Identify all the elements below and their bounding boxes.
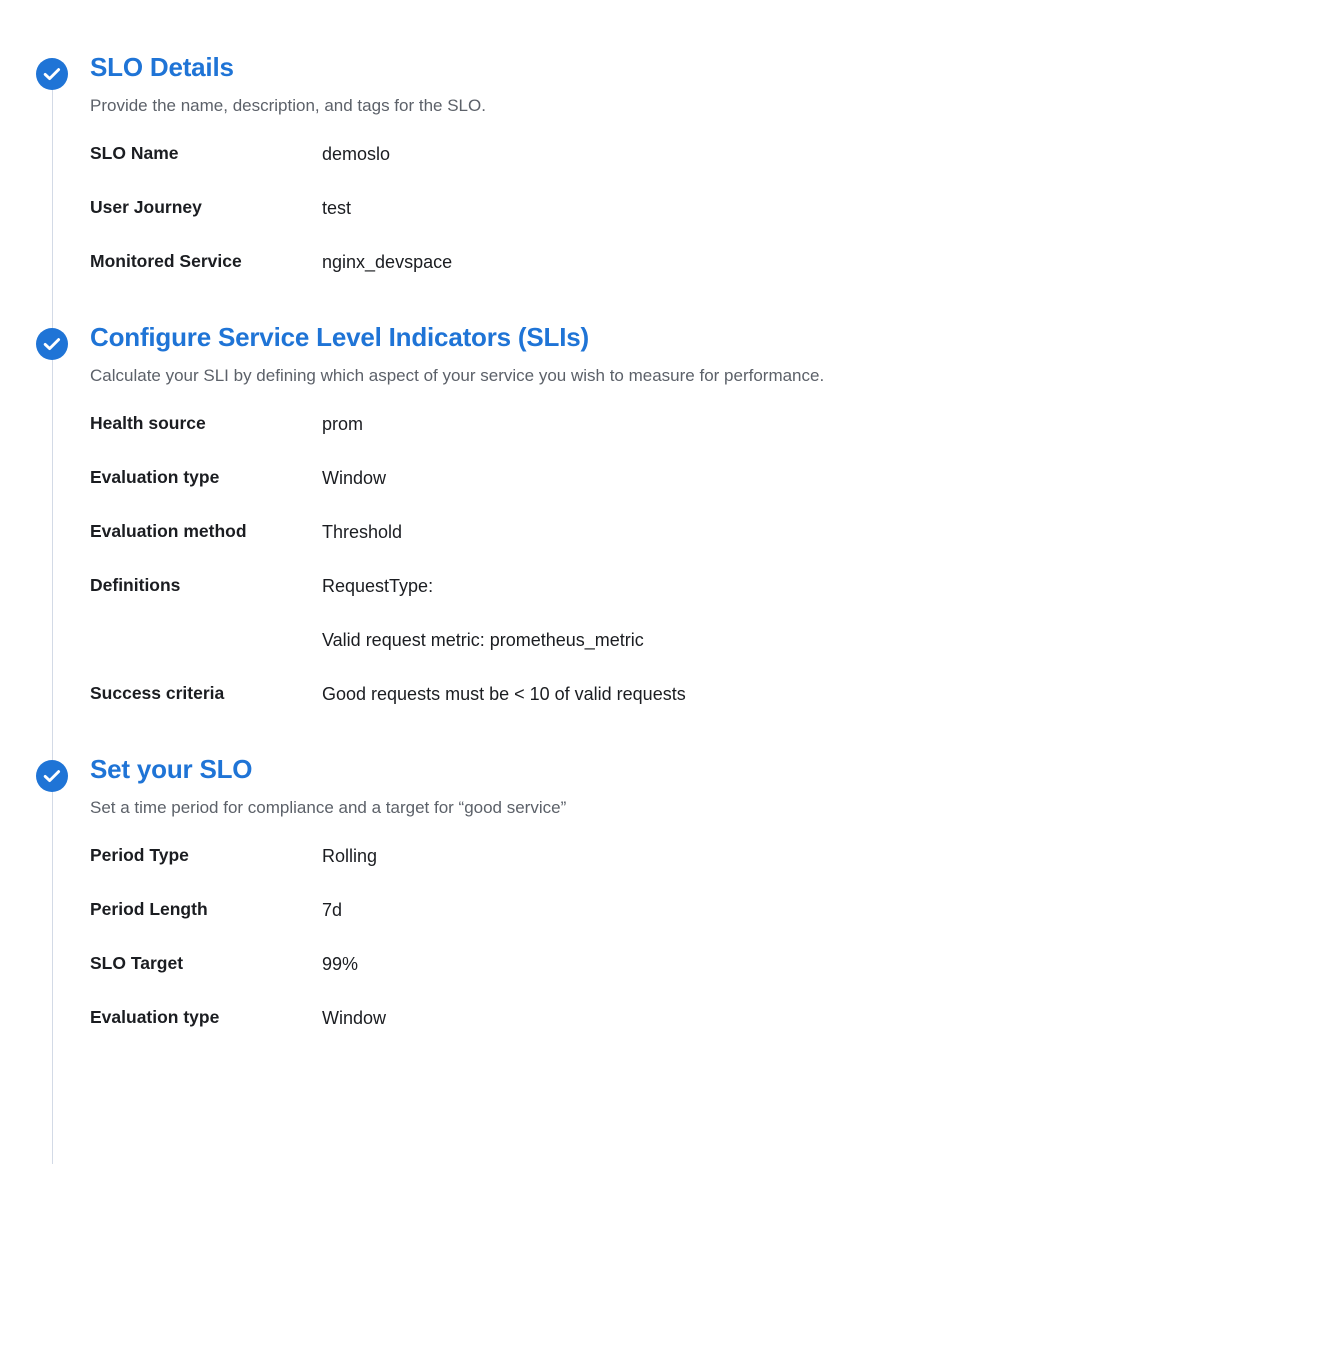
field-value-line: Window <box>322 468 387 488</box>
field-row <box>90 572 1332 654</box>
field-value <box>322 464 386 492</box>
field-row <box>90 194 1332 222</box>
field-value-line: RequestType: <box>322 576 434 596</box>
field-value <box>322 140 390 168</box>
step-title: Set your SLO <box>90 754 253 784</box>
field-label: Evaluation type <box>90 1007 220 1027</box>
field-label: Evaluation method <box>90 521 247 541</box>
field-value-line: Valid request metric: prometheus_metric <box>322 630 644 650</box>
field-label: SLO Name <box>90 143 179 163</box>
spacer <box>90 716 1332 742</box>
field-value <box>322 842 377 870</box>
field-value <box>322 896 342 924</box>
field-row <box>90 896 1332 924</box>
step-subtitle: Calculate your SLI by defining which aspect of your service you wish to measure for performance. <box>90 366 825 385</box>
field-label: Period Type <box>90 845 189 865</box>
check-circle-icon <box>36 328 68 360</box>
field-label: Period Length <box>90 899 208 919</box>
field-value-line: nginx_devspace <box>322 252 453 272</box>
field-label: User Journey <box>90 197 202 217</box>
field-value <box>322 518 402 546</box>
field-row <box>90 842 1332 870</box>
field-row <box>90 248 1332 276</box>
field-label: Definitions <box>90 575 181 595</box>
field-row <box>90 518 1332 546</box>
field-value-line: Good requests must be < 10 of valid requests <box>322 684 686 704</box>
field-value-line: Rolling <box>322 846 378 866</box>
field-row <box>90 410 1332 438</box>
field-list <box>90 410 1332 708</box>
step-subtitle: Set a time period for compliance and a target for “good service” <box>90 798 567 817</box>
check-circle-icon <box>36 58 68 90</box>
step-subtitle: Provide the name, description, and tags for the SLO. <box>90 96 486 115</box>
field-row <box>90 1004 1332 1032</box>
step-slo-details <box>0 44 1332 314</box>
field-value-line: demoslo <box>322 144 391 164</box>
field-value <box>322 1004 386 1032</box>
field-value <box>322 680 686 708</box>
field-label: Monitored Service <box>90 251 242 271</box>
field-row <box>90 140 1332 168</box>
spacer <box>90 284 1332 310</box>
field-value-line: 7d <box>322 900 343 920</box>
field-label: SLO Target <box>90 953 184 973</box>
field-value-line: Window <box>322 1008 387 1028</box>
field-row <box>90 464 1332 492</box>
field-label: Success criteria <box>90 683 225 703</box>
step-title: SLO Details <box>90 52 234 82</box>
field-value <box>322 950 358 978</box>
field-label: Evaluation type <box>90 467 220 487</box>
field-value-line: test <box>322 198 352 218</box>
step-set-your-slo <box>0 746 1332 1044</box>
field-row <box>90 950 1332 978</box>
field-label: Health source <box>90 413 206 433</box>
field-value <box>322 572 644 654</box>
field-value <box>322 194 351 222</box>
field-value <box>322 410 363 438</box>
field-row <box>90 680 1332 708</box>
check-circle-icon <box>36 760 68 792</box>
field-list <box>90 140 1332 276</box>
field-value-line: 99% <box>322 954 359 974</box>
field-value-line: Threshold <box>322 522 403 542</box>
field-value <box>322 248 452 276</box>
step-title: Configure Service Level Indicators (SLIs) <box>90 322 589 352</box>
field-list <box>90 842 1332 1032</box>
field-value-line: prom <box>322 414 364 434</box>
step-configure-slis <box>0 314 1332 746</box>
